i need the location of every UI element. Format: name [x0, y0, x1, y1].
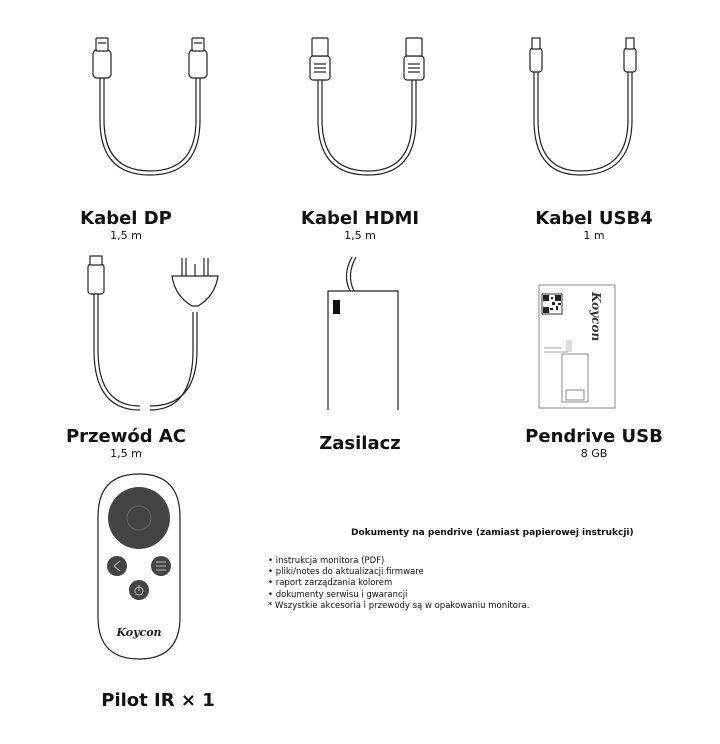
list-item: • instrukcja monitora (PDF)	[268, 556, 385, 566]
dp-cable-icon	[80, 30, 230, 190]
list-item: • dokumenty serwisu i gwarancji	[268, 589, 408, 600]
remote-brand: Koycon	[116, 626, 162, 639]
docs-heading: Dokumenty na pendrive (zamiast papierowej instrukcji)	[351, 528, 634, 538]
power-adapter-icon	[320, 255, 410, 415]
hdmi-cable-icon	[300, 30, 450, 190]
item-title: Przewód AC	[65, 426, 187, 447]
usb-drive-icon	[538, 284, 618, 410]
item-subtitle: 1 m	[583, 229, 605, 242]
list-item: • pliki/notes do aktualizacji firmware	[268, 567, 424, 578]
item-title: Pendrive USB	[525, 426, 663, 447]
usb4-cable-icon	[520, 30, 670, 190]
item-title: Pilot IR × 1	[101, 690, 215, 711]
item-subtitle: 1,5 m	[110, 229, 142, 242]
item-title: Kabel USB4	[535, 208, 653, 229]
item-subtitle: 8 GB	[580, 447, 608, 460]
list-item: • raport zarządzania kolorem	[268, 578, 393, 589]
item-subtitle: 1,5 m	[344, 229, 376, 242]
usb-drive-brand: Koycon	[589, 292, 603, 342]
docs-note: * Wszystkie akcesoria i przewody są w opakowaniu monitora.	[268, 601, 530, 611]
item-title: Kabel DP	[80, 208, 172, 229]
ac-cord-icon	[80, 250, 230, 410]
ir-remote-icon	[94, 472, 184, 662]
item-title: Kabel HDMI	[300, 208, 420, 229]
item-subtitle: 1,5 m	[110, 447, 142, 460]
item-title: Zasilacz	[319, 433, 401, 454]
docs-list	[268, 556, 424, 601]
